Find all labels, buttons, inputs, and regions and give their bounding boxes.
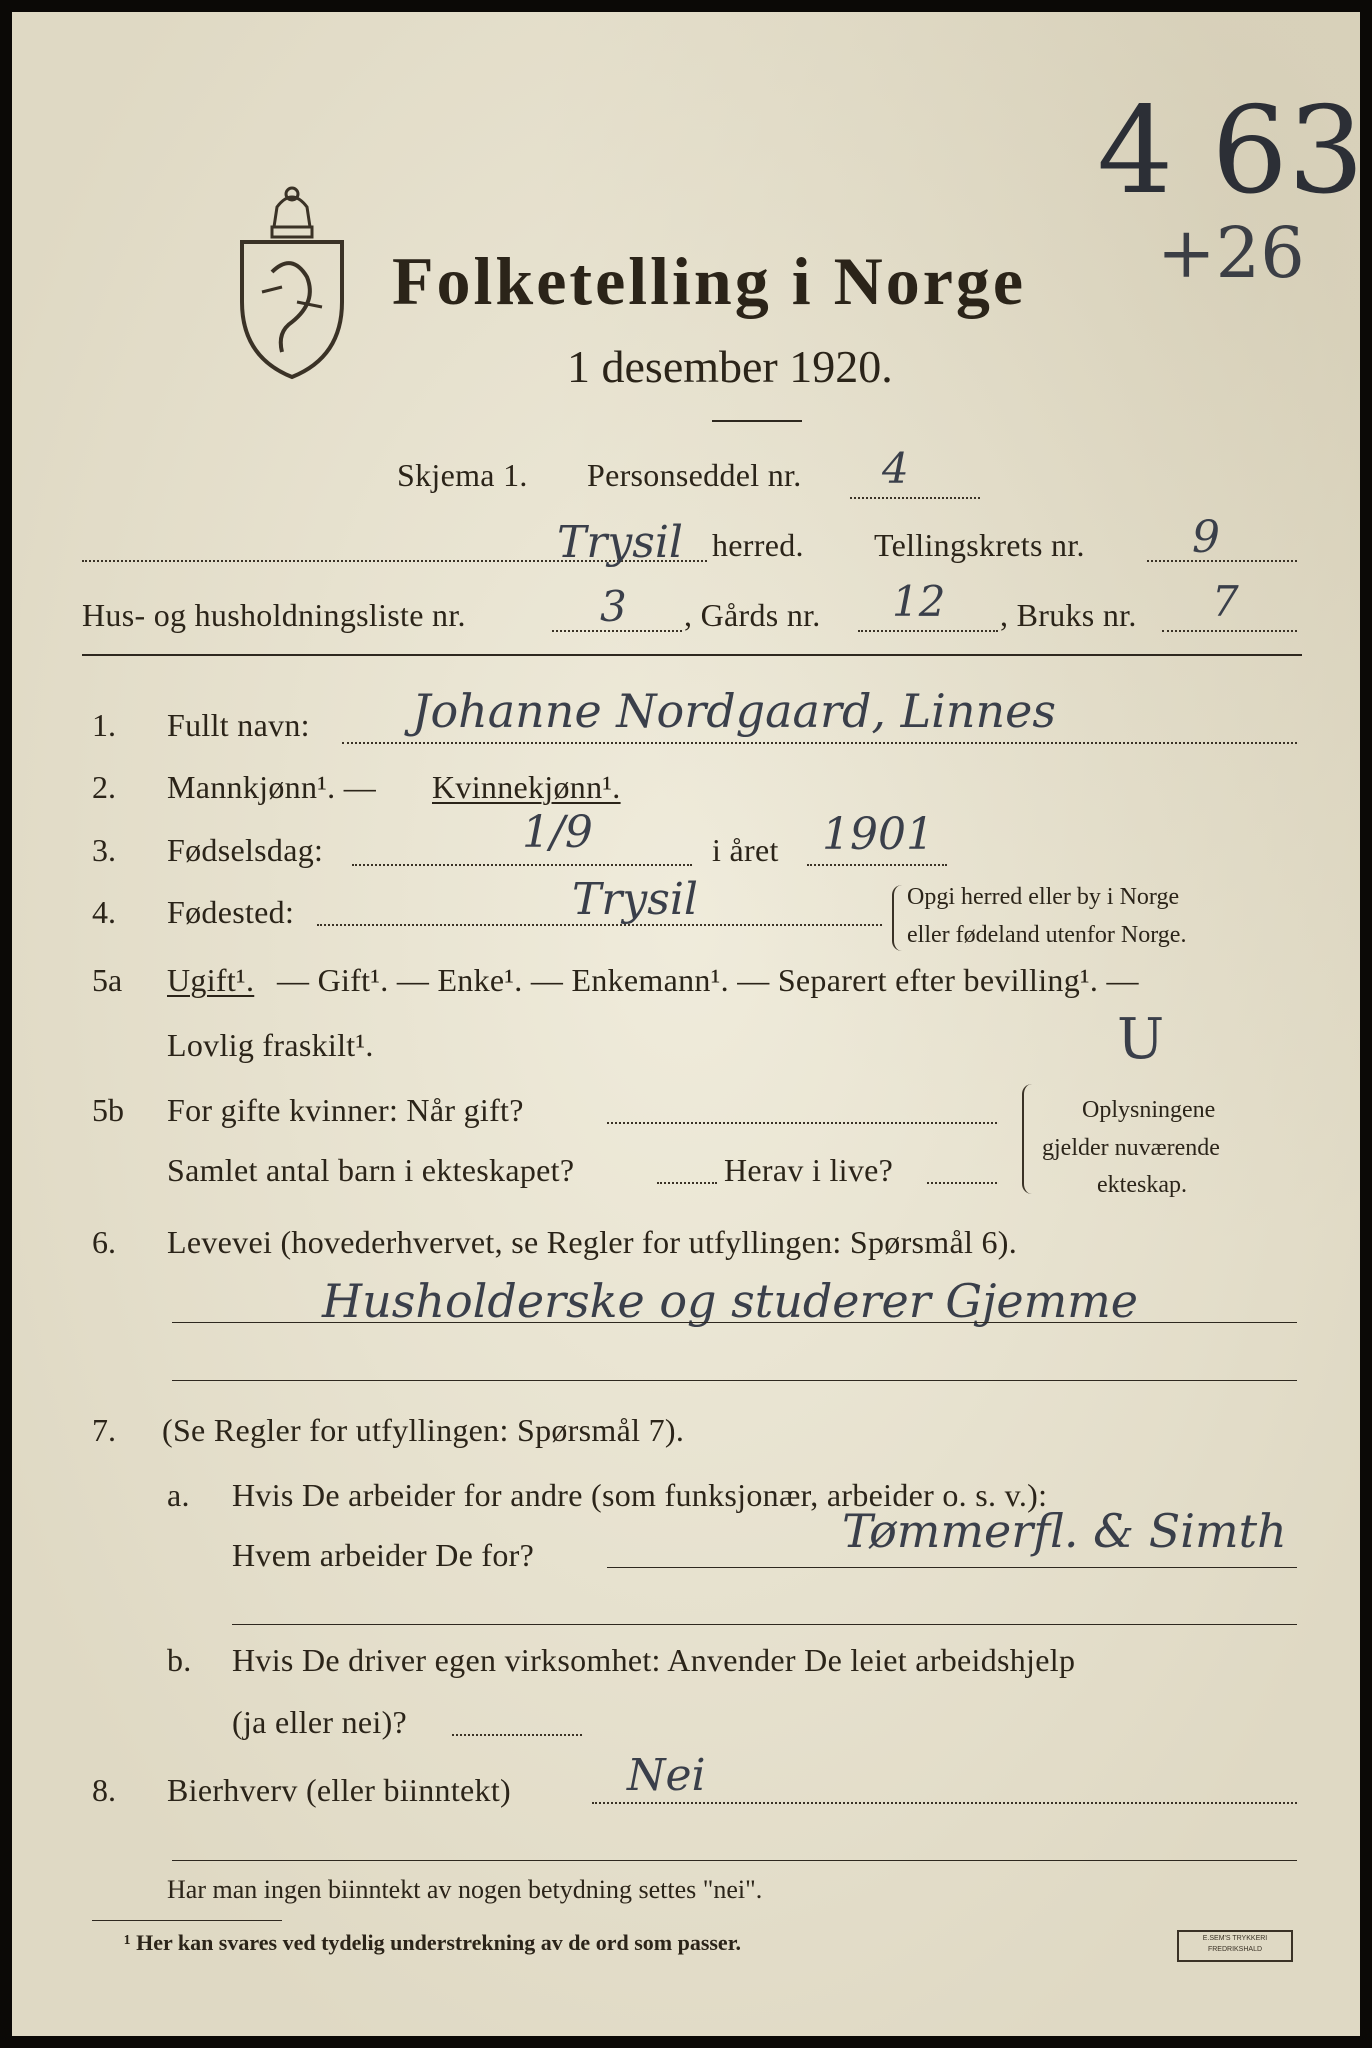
q4-label: Fødested: [167,894,295,930]
q8-extra-line [172,1860,1297,1861]
q5a-mark: U [1117,1007,1165,1072]
q6-answer: Husholderske og studerer Gjemme [322,1274,1139,1328]
q1-answer: Johanne Nordgaard, Linnes [412,684,1056,738]
bruks-value: 7 [1212,577,1239,626]
title-divider [712,420,802,422]
q3-year: 1901 [822,809,934,860]
q1-label: Fullt navn: [167,707,310,743]
q8-number: 8. [92,1772,116,1808]
q7b-line [452,1734,582,1736]
bruks-label: , Bruks nr. [1000,597,1137,633]
q8-label: Bierhverv (eller biinntekt) [167,1772,511,1808]
coat-of-arms-icon [232,182,352,382]
q7-number: 7. [92,1412,116,1448]
q5a-line2: Lovlig fraskilt¹. [167,1027,374,1063]
q5b-note-line3: ekteskap. [1097,1172,1187,1198]
q4-note-line1: Opgi herred eller by i Norge [907,884,1180,910]
herred-label: herred. [712,527,804,563]
q3-day-line [352,864,692,866]
q7b-label: Hvis De driver egen virksomhet: Anvender De leiet arbeidshjelp [232,1642,1076,1678]
gards-value: 12 [892,577,946,626]
personseddel-label: Personseddel nr. [587,457,802,493]
form-date: 1 desember 1920. [567,341,893,392]
krets-line [1147,560,1297,562]
q7b-number: b. [167,1642,192,1678]
gards-line [858,630,998,632]
q5b-label: For gifte kvinner: Når gift? [167,1092,524,1128]
q1-line [342,742,1297,744]
q5b-live-line [927,1182,997,1184]
footnote: ¹ Her kan svares ved tydelig understrekning av de ord som passer. [124,1930,741,1955]
krets-value: 9 [1192,512,1220,563]
q7a-answer-line [607,1567,1297,1568]
q5b-live-label: Herav i live? [724,1152,894,1188]
q3-year-line [807,864,947,866]
q7a-extra-line [232,1624,1297,1625]
q2-female: Kvinnekjønn¹. [432,769,621,805]
q4-brace [892,885,904,951]
krets-label: Tellingskrets nr. [874,527,1085,563]
q7-label: (Se Regler for utfyllingen: Spørsmål 7). [162,1412,685,1448]
schema-label: Skjema 1. [397,457,528,493]
q5b-children-label: Samlet antal barn i ekteskapet? [167,1152,575,1188]
footer-note: Har man ingen biinntekt av nogen betydning settes "nei". [167,1875,763,1904]
corner-number: 4 63 [1097,82,1365,221]
household-label: Hus- og husholdningsliste nr. [82,597,466,633]
q5a-ugift: Ugift¹. [167,962,255,998]
q4-number: 4. [92,894,116,930]
printer-stamp-text: E.SEM'S TRYKKERI FREDRIKSHALD [1202,1935,1268,1953]
q6-label: Levevei (hovederhvervet, se Regler for utfyllingen: Spørsmål 6). [167,1224,1018,1260]
herred-value: Trysil [557,517,683,568]
q6-number: 6. [92,1224,116,1260]
q7a-answer: Tømmerfl. & Simth [842,1504,1287,1558]
gards-label: , Gårds nr. [684,597,821,633]
q5b-brace [1022,1084,1034,1194]
q2-male: Mannkjønn¹. — [167,769,377,805]
header-divider [82,654,1302,656]
bruks-line [1162,630,1297,632]
footnote-divider [92,1920,282,1921]
q5a-options: — Gift¹. — Enke¹. — Enkemann¹. — Separert efter bevilling¹. — [277,962,1139,998]
q5b-number: 5b [92,1092,124,1128]
q4-answer: Trysil [572,874,698,925]
q7b-line2: (ja eller nei)? [232,1704,408,1740]
q3-number: 3. [92,832,116,868]
q3-label: Fødselsdag: [167,832,324,868]
q8-answer: Nei [627,1750,706,1801]
q6-line2 [172,1380,1297,1381]
q5b-children-line [657,1182,717,1184]
q5b-note-line2: gjelder nuværende [1042,1135,1220,1161]
q3-year-label: i året [712,832,779,868]
q8-line [592,1802,1297,1804]
q1-number: 1. [92,707,116,743]
q5a-number: 5a [92,962,123,998]
printer-stamp [1177,1930,1293,1962]
corner-subnumber: +26 [1157,212,1305,294]
form-title: Folketelling i Norge [392,243,1027,319]
q5b-note-line1: Oplysningene [1082,1097,1216,1123]
personseddel-line [850,497,980,499]
personseddel-value: 4 [882,444,909,493]
q5b-line [607,1122,997,1124]
liste-value: 3 [600,582,627,631]
census-form [12,12,1365,2036]
q7a-label: Hvis De arbeider for andre (som funksjonær, arbeider o. s. v.): [232,1477,1048,1513]
q4-note-line2: eller fødeland utenfor Norge. [907,922,1187,948]
q6-line1 [172,1322,1297,1323]
q2-number: 2. [92,769,116,805]
q3-day: 1/9 [522,807,593,858]
q7a-number: a. [167,1477,190,1513]
q7a-line2: Hvem arbeider De for? [232,1537,535,1573]
